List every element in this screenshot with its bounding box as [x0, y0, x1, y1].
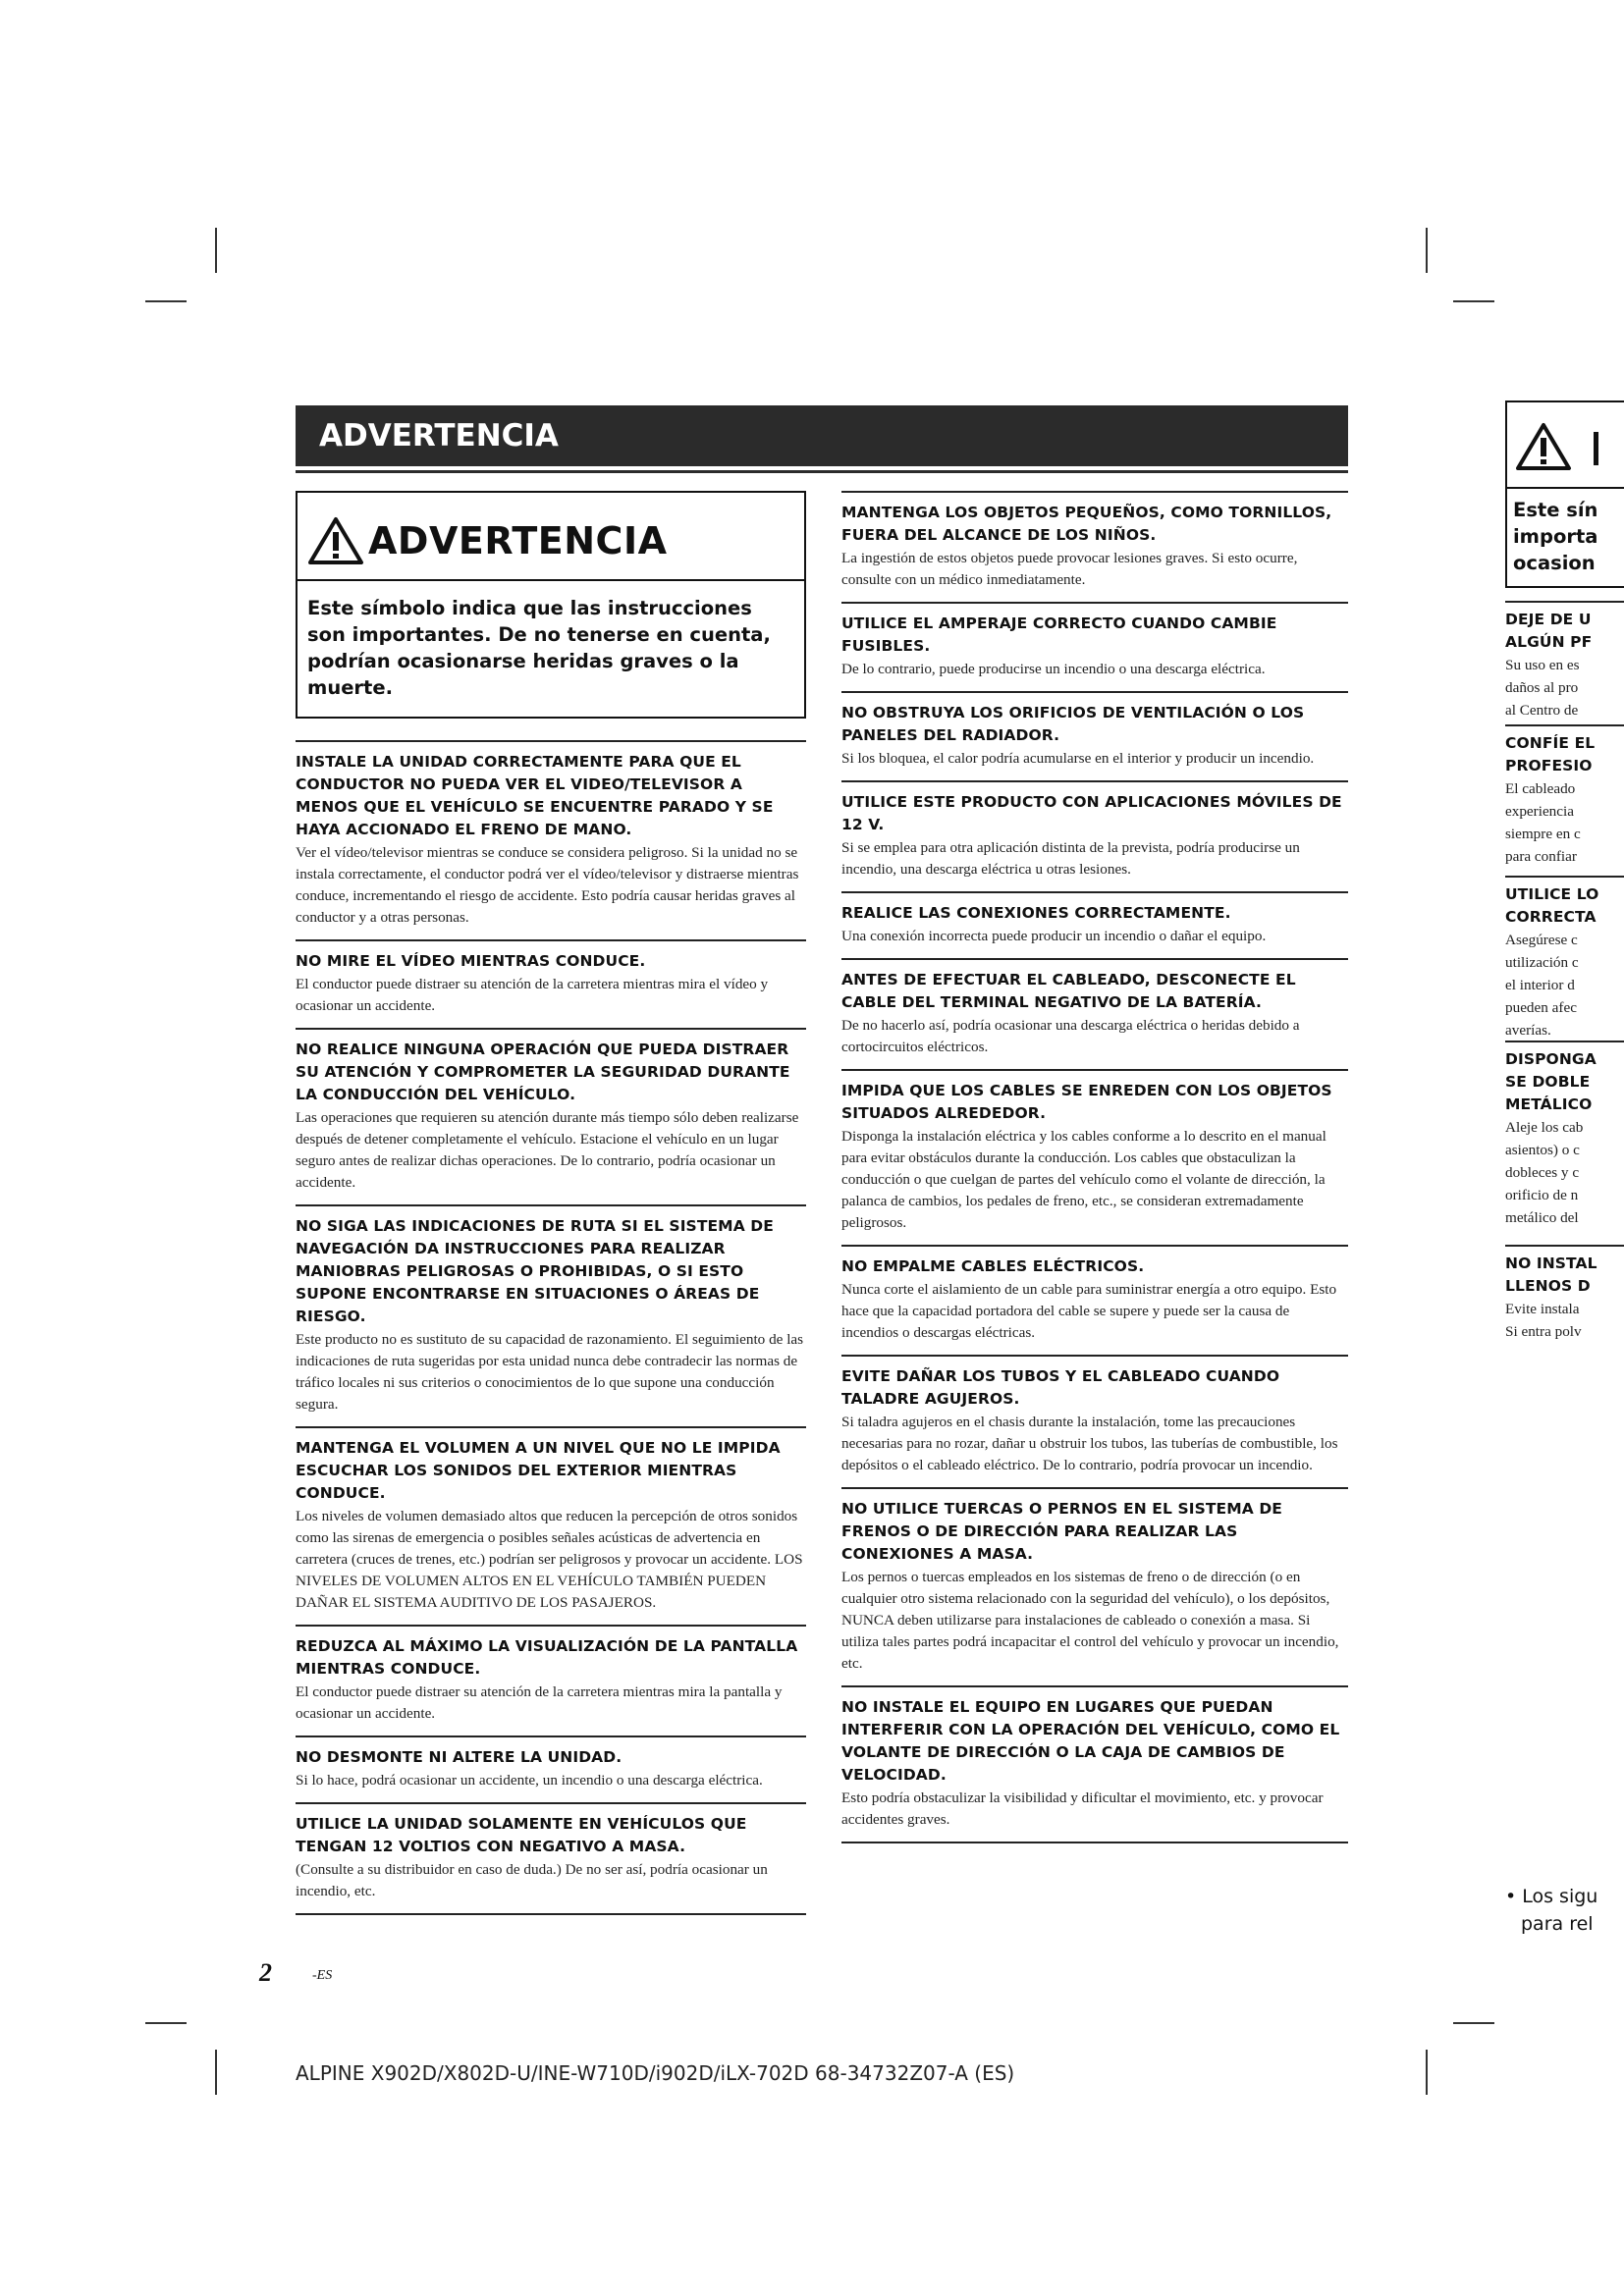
warning-section — [841, 780, 1348, 891]
crop-mark — [145, 2022, 187, 2024]
section-heading: UTILICE EL AMPERAJE CORRECTO CUANDO CAMBIE FUSIBLES. — [841, 614, 1277, 655]
section-heading: ALGÚN PF — [1505, 633, 1593, 651]
section-heading: REDUZCA AL MÁXIMO LA VISUALIZACIÓN DE LA PANTALLA MIENTRAS CONDUCE. — [296, 1637, 798, 1678]
warning-section — [296, 1735, 806, 1802]
page-title: ADVERTENCIA — [296, 405, 1348, 466]
section-body: El conductor puede distraer su atención de la carretera mientras mira la pantalla y ocasionar un accidente. — [296, 1683, 783, 1722]
section-heading: EVITE DAÑAR LOS TUBOS Y EL CABLEADO CUANDO TALADRE AGUJEROS. — [841, 1367, 1280, 1408]
section-body: siempre en c — [1505, 826, 1581, 842]
warning-triangle-icon — [307, 516, 364, 565]
next-page-section — [1505, 876, 1624, 1041]
section-body: Ver el vídeo/televisor mientras se conduce se considera peligroso. Si la unidad no se instala correctamente, el conductor podrá ver el vídeo/televisor y distraerse mientras conduce, incrementando el riesgo de accidente. Esto podría causar heridas graves al conductor y a otras personas. — [296, 844, 799, 926]
left-sections — [296, 740, 806, 1913]
warning-triangle-icon — [1515, 422, 1572, 471]
section-body: (Consulte a su distribuidor en caso de duda.) De no ser así, podría ocasionar un incendio, etc. — [296, 1861, 768, 1899]
section-heading: CONFÍE EL — [1505, 734, 1596, 752]
crop-mark — [1426, 2050, 1428, 2095]
warning-section — [841, 1245, 1348, 1355]
section-heading: METÁLICO — [1505, 1095, 1593, 1113]
section-heading: ANTES DE EFECTUAR EL CABLEADO, DESCONECTE EL CABLE DEL TERMINAL NEGATIVO DE LA BATERÍA. — [841, 971, 1296, 1011]
section-heading: NO MIRE EL VÍDEO MIENTRAS CONDUCE. — [296, 952, 646, 970]
section-heading: NO UTILICE TUERCAS O PERNOS EN EL SISTEMA DE FRENOS O DE DIRECCIÓN PARA REALIZAR LAS CONEXIONES A MASA. — [841, 1500, 1282, 1563]
section-body: experiencia — [1505, 803, 1574, 820]
section-body: Su uso en es — [1505, 657, 1580, 673]
section-body: Si taladra agujeros en el chasis durante la instalación, tome las precauciones necesarias para no rozar, dañar u obstruir los tubos, las tuberías de combustible, los depósitos o el cableado eléctrico. De lo contrario, podría provocar un incendio. — [841, 1414, 1338, 1473]
warning-section — [841, 891, 1348, 958]
left-column — [296, 491, 806, 1915]
footer-model-code: ALPINE X902D/X802D-U/INE-W710D/i902D/iLX-702D 68-34732Z07-A (ES) — [296, 2061, 1015, 2085]
crop-mark — [215, 228, 217, 273]
warning-section — [296, 939, 806, 1028]
section-heading: MANTENGA EL VOLUMEN A UN NIVEL QUE NO LE IMPIDA ESCUCHAR LOS SONIDOS DEL EXTERIOR MIENTRAS CONDUCE. — [296, 1439, 781, 1502]
warning-section — [841, 691, 1348, 780]
section-heading: NO DESMONTE NI ALTERE LA UNIDAD. — [296, 1748, 623, 1766]
page-language-suffix: -ES — [312, 1968, 333, 1983]
section-body: Los pernos o tuercas empleados en los sistemas de freno o de dirección (o en cualquier otro sistema relacionado con la seguridad del vehículo), o los depósitos, NUNCA deben utilizarse para instalaciones de cableado o conexión a masa. Si utiliza tales partes podrá incapacitar el control del vehículo y provocar un incendio, etc. — [841, 1569, 1339, 1672]
section-body: pueden afec — [1505, 999, 1577, 1016]
section-heading: DEJE DE U — [1505, 611, 1592, 628]
next-page-warning-header — [1507, 402, 1624, 489]
section-body: Los niveles de volumen demasiado altos que reducen la percepción de otros sonidos como las sirenas de emergencia o posibles señales acústicas de advertencia en carretera (cruces de trenes, etc.) podrían ser peligrosos y provocar un accidente. LOS NIVELES DE VOLUMEN ALTOS EN EL VEHÍCULO TAMBIÉN PUEDEN DAÑAR EL SISTEMA AUDITIVO DE LOS PASAJEROS. — [296, 1508, 803, 1611]
section-heading: SE DOBLE — [1505, 1073, 1591, 1091]
warning-section — [841, 1355, 1348, 1487]
section-body: Nunca corte el aislamiento de un cable para suministrar energía a otro equipo. Esto hace que la capacidad portadora del cable se supere y puede ser la causa de incendios o descargas eléctricas. — [841, 1281, 1337, 1341]
title-underline — [296, 470, 1348, 473]
section-body: El conductor puede distraer su atención de la carretera mientras mira el vídeo y ocasionar un accidente. — [296, 976, 769, 1014]
right-sections — [841, 491, 1348, 1842]
warning-box-text: Este símbolo indica que las instrucciones son importantes. De no tenerse en cuenta, podrían ocasionarse heridas graves o la muerte. — [307, 597, 771, 699]
section-body: orificio de n — [1505, 1187, 1579, 1203]
section-body: La ingestión de estos objetos puede provocar lesiones graves. Si esto ocurre, consulte con un médico inmediatamente. — [841, 550, 1298, 588]
section-body: metálico del — [1505, 1209, 1579, 1226]
next-page-section — [1505, 1245, 1624, 1343]
crop-mark — [1453, 2022, 1494, 2024]
next-page-section — [1505, 1041, 1624, 1229]
section-heading: UTILICE LO — [1505, 885, 1599, 903]
warning-section — [296, 1204, 806, 1426]
section-body: al Centro de — [1505, 702, 1579, 719]
section-body: Disponga la instalación eléctrica y los cables conforme a lo descrito en el manual para evitar obstáculos durante la conducción. Los cables que obstaculizan la conducción o que cuelgan de partes del vehículo como el volante de dirección, la palanca de cambios, los pedales de freno, etc., se consideran extremadamente peligrosos. — [841, 1128, 1326, 1231]
crop-mark — [1426, 228, 1428, 273]
section-body: Si se emplea para otra aplicación distinta de la prevista, podría producirse un incendio, una descarga eléctrica u otras lesiones. — [841, 839, 1300, 878]
warning-section — [841, 1487, 1348, 1685]
warning-section — [841, 1069, 1348, 1245]
warning-section — [296, 740, 806, 939]
next-page-bullet: • Los sigu para rel — [1505, 1886, 1598, 1935]
right-column — [841, 491, 1348, 1843]
section-end-rule — [841, 1842, 1348, 1843]
section-heading: DISPONGA — [1505, 1050, 1597, 1068]
section-body: Una conexión incorrecta puede producir un incendio o dañar el equipo. — [841, 928, 1267, 944]
section-body: De no hacerlo así, podría ocasionar una descarga eléctrica o heridas debido a cortocircuitos eléctricos. — [841, 1017, 1300, 1055]
section-body: De lo contrario, puede producirse un incendio o una descarga eléctrica. — [841, 661, 1266, 677]
section-heading: REALICE LAS CONEXIONES CORRECTAMENTE. — [841, 904, 1231, 922]
page-number: 2 — [259, 1958, 272, 1987]
section-body: daños al pro — [1505, 679, 1579, 696]
clipped-title-stroke — [1594, 432, 1598, 465]
warning-section — [296, 1625, 806, 1735]
warning-section — [841, 1685, 1348, 1842]
section-end-rule — [296, 1913, 806, 1915]
section-body: Este producto no es sustituto de su capacidad de razonamiento. El seguimiento de las indicaciones de ruta sugeridas por esta unidad nunca debe contradecir las normas de tráfico locales ni sus criterios o conocimientos de lo que supone una conducción segura. — [296, 1331, 804, 1413]
next-page-warning-text: Este sín importa ocasion — [1513, 499, 1598, 574]
crop-mark — [215, 2050, 217, 2095]
section-heading: CORRECTA — [1505, 908, 1597, 926]
section-heading: NO OBSTRUYA LOS ORIFICIOS DE VENTILACIÓN O LOS PANELES DEL RADIADOR. — [841, 704, 1305, 744]
section-body: el interior d — [1505, 977, 1575, 993]
next-page-section — [1505, 601, 1624, 721]
section-heading: MANTENGA LOS OBJETOS PEQUEÑOS, COMO TORNILLOS, FUERA DEL ALCANCE DE LOS NIÑOS. — [841, 504, 1332, 544]
next-page-fragment — [1505, 400, 1624, 1942]
section-body: Asegúrese c — [1505, 932, 1578, 948]
section-body: Las operaciones que requieren su atención durante más tiempo sólo deben realizarse después de detener completamente el vehículo. Estacione el vehículo en un lugar seguro antes de realizar dichas operaciones. De lo contrario, podría ocasionar un accidente. — [296, 1109, 799, 1191]
section-heading: UTILICE ESTE PRODUCTO CON APLICACIONES MÓVILES DE 12 V. — [841, 793, 1342, 833]
section-body: El cableado — [1505, 780, 1576, 797]
section-heading: LLENOS D — [1505, 1277, 1591, 1295]
section-heading: NO SIGA LAS INDICACIONES DE RUTA SI EL SISTEMA DE NAVEGACIÓN DA INSTRUCCIONES PARA REALIZAR MANIOBRAS PELIGROSAS O PROHIBIDAS, O SI ESTO SUPONE ENCONTRARSE EN SITUACIONES O ÁREAS DE RIESGO. — [296, 1217, 774, 1325]
crop-mark — [145, 300, 187, 302]
next-page-section — [1505, 724, 1624, 868]
section-heading: NO INSTAL — [1505, 1255, 1597, 1272]
section-body: averías. — [1505, 1022, 1551, 1039]
next-page-warning-box — [1505, 400, 1624, 588]
section-heading: NO INSTALE EL EQUIPO EN LUGARES QUE PUEDAN INTERFERIR CON LA OPERACIÓN DEL VEHÍCULO, COMO EL VOLANTE DE DIRECCIÓN O LA CAJA DE CAMBIOS DE VELOCIDAD. — [841, 1698, 1340, 1784]
section-body: Aleje los cab — [1505, 1119, 1584, 1136]
warning-section — [841, 958, 1348, 1069]
warning-box — [296, 491, 806, 719]
section-body: Si entra polv — [1505, 1323, 1582, 1340]
section-body: Evite instala — [1505, 1301, 1580, 1317]
section-body: asientos) o c — [1505, 1142, 1580, 1158]
section-heading: PROFESIO — [1505, 757, 1593, 774]
section-heading: IMPIDA QUE LOS CABLES SE ENREDEN CON LOS OBJETOS SITUADOS ALREDEDOR. — [841, 1082, 1332, 1122]
section-heading: NO EMPALME CABLES ELÉCTRICOS. — [841, 1257, 1145, 1275]
warning-section — [841, 491, 1348, 602]
section-heading: INSTALE LA UNIDAD CORRECTAMENTE PARA QUE EL CONDUCTOR NO PUEDA VER EL VIDEO/TELEVISOR A MENOS QUE EL VEHÍCULO SE ENCUENTRE PARADO Y SE HAYA ACCIONADO EL FRENO DE MANO. — [296, 753, 774, 838]
section-heading: NO REALICE NINGUNA OPERACIÓN QUE PUEDA DISTRAER SU ATENCIÓN Y COMPROMETER LA SEGURIDAD DURANTE LA CONDUCCIÓN DEL VEHÍCULO. — [296, 1041, 790, 1103]
warning-section — [296, 1426, 806, 1625]
section-body: dobleces y c — [1505, 1164, 1580, 1181]
warning-section — [296, 1802, 806, 1913]
section-body: Si lo hace, podrá ocasionar un accidente, un incendio o una descarga eléctrica. — [296, 1772, 763, 1789]
warning-section — [841, 602, 1348, 691]
warning-box-title: ADVERTENCIA — [368, 519, 668, 562]
crop-mark — [1453, 300, 1494, 302]
warning-box-header — [298, 493, 804, 581]
section-heading: UTILICE LA UNIDAD SOLAMENTE EN VEHÍCULOS QUE TENGAN 12 VOLTIOS CON NEGATIVO A MASA. — [296, 1815, 747, 1855]
section-body: utilización c — [1505, 954, 1579, 971]
section-body: Si los bloquea, el calor podría acumularse en el interior y producir un incendio. — [841, 750, 1315, 767]
section-body: para confiar — [1505, 848, 1577, 865]
section-body: Esto podría obstaculizar la visibilidad y dificultar el movimiento, etc. y provocar accidentes graves. — [841, 1789, 1324, 1828]
warning-section — [296, 1028, 806, 1204]
